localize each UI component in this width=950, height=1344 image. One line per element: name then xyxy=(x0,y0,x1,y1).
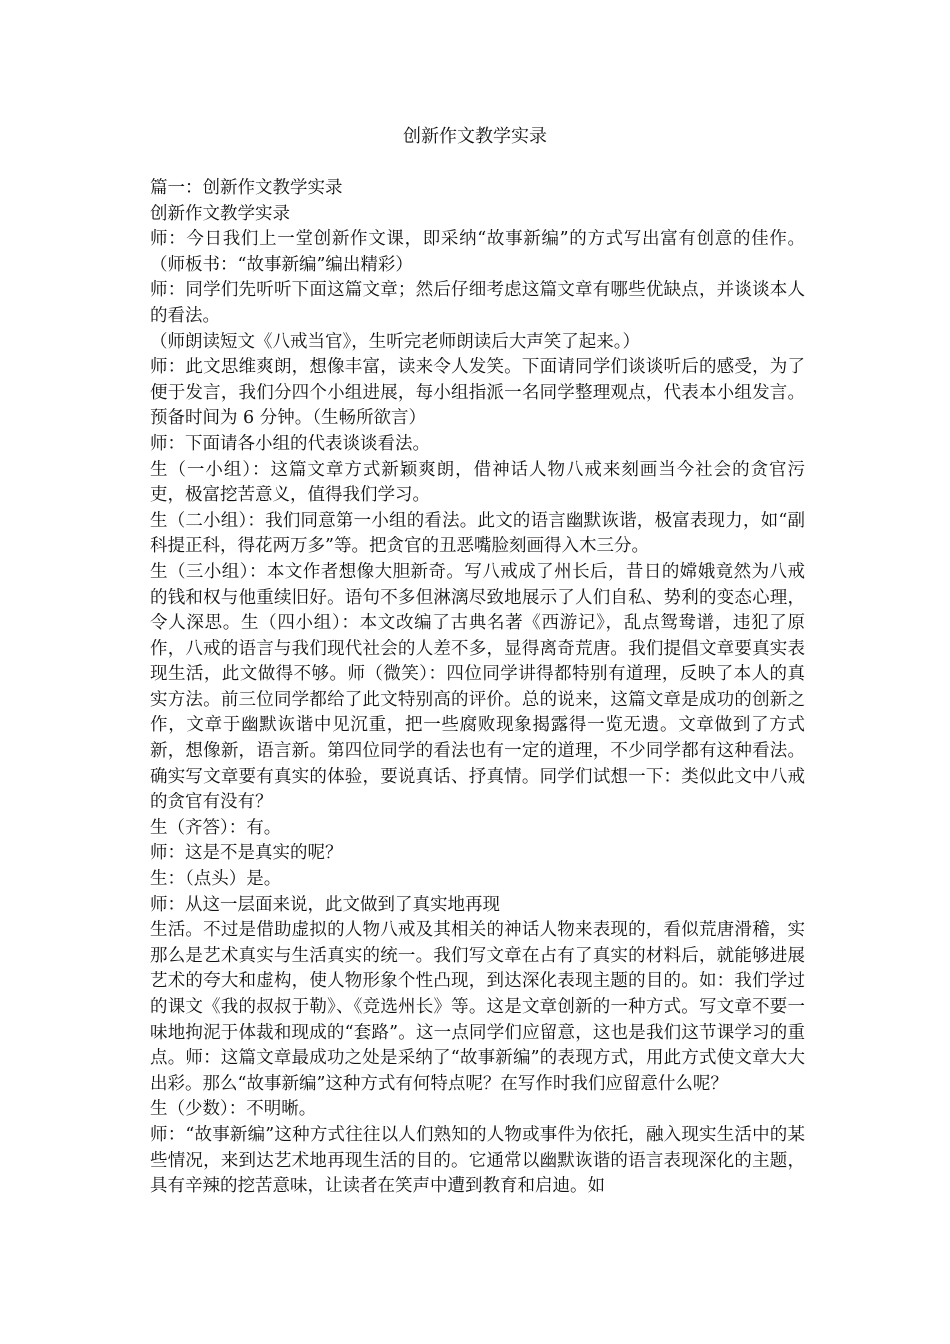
paragraph-life-discussion: 生活。不过是借助虚拟的人物八戒及其相关的神话人物来表现的，看似荒唐滑稽，实那么是艺术真实与生活真实的统一。我们写文章在占有了真实的材料后，就能够进展艺术的夸大和虚构，使人物形象个性凸现，到达深化表现主题的目的。如：我们学过的课文《我的叔叔于勒》、《竞选州长》等。这是文章创新的一种方式。写文章不要一味地拘泥于体裁和现成的“套路”。这一点同学们应留意，这也是我们这节课学习的重点。师：这篇文章最成功之处是采纳了“故事新编”的表现方式，用此方式使文章大大出彩。那么“故事新编”这种方式有何特点呢？在写作时我们应留意什么呢？ xyxy=(150,920,805,1094)
paragraph-group-three-four: 生（三小组）：本文作者想像大胆新奇。写八戒成了州长后，昔日的嫦娥竟然为八戒的钱和权与他重续旧好。语句不多但淋漓尽致地展示了人们自私、势利的变态心理，令人深思。生（四小组）：本文改编了古典名著《西游记》，乱点鸳鸯谱，违犯了原作，八戒的语言与我们现代社会的人差不多，显得离奇荒唐。我们提倡文章要真实表现生活，此文做得不够。师（微笑）：四位同学讲得都特别有道理，反映了本人的真实方法。前三位同学都给了此文特别高的评价。总的说来，这篇文章是成功的创新之作，文章于幽默诙谐中见沉重，把一些腐败现象揭露得一览无遗。文章做到了方式新，想像新，语言新。第四位同学的看法也有一定的道理，不少同学都有这种看法。确实写文章要有真实的体验，要说真话、抒真情。同学们试想一下：类似此文中八戒的贪官有没有？ xyxy=(150,561,805,813)
paragraph-teacher-prompt: 师：下面请各小组的代表谈谈看法。 xyxy=(150,433,430,454)
paragraph-student-nod: 生：（点头）是。 xyxy=(150,869,282,890)
paragraph-section-heading: 篇一：创新作文教学实录 xyxy=(150,178,343,198)
paragraph-chorus-answer: 生（齐答）：有。 xyxy=(150,817,282,838)
paragraph-stage-direction: （师朗读短文《八戒当官》，生听完老师朗读后大声笑了起来。） xyxy=(150,331,640,352)
paragraph-group-two: 生（二小组）：我们同意第一小组的看法。此文的语言幽默诙谐，极富表现力，如“副科提正科，得花两万多”等。把贪官的丑恶嘴脸刻画得入木三分。 xyxy=(150,510,805,557)
document-body xyxy=(150,176,805,1200)
paragraph-few-students: 生（少数）：不明晰。 xyxy=(150,1099,317,1120)
paragraph-group-one: 生（一小组）：这篇文章方式新颖爽朗，借神话人物八戒来刻画当今社会的贪官污吏，极富挖苦意义，值得我们学习。 xyxy=(150,459,805,506)
paragraph-teacher-instruction: 师：同学们先听听下面这篇文章；然后仔细考虑这篇文章有哪些优缺点，并谈谈本人的看法。 xyxy=(150,280,805,326)
paragraph-teacher-groups: 师：此文思维爽朗，想像丰富，读来令人发笑。下面请同学们谈谈听后的感受，为了便于发言，我们分四个小组进展，每小组指派一名同学整理观点，代表本小组发言。预备时间为 6 分钟。（生畅所欲言） xyxy=(150,357,805,429)
paragraph-teacher-intro: 师：今日我们上一堂创新作文课，即采纳“故事新编”的方式写出富有创意的佳作。（师板书：“故事新编”编出精彩） xyxy=(150,229,805,275)
paragraph-teacher-explanation: 师：“故事新编”这种方式往往以人们熟知的人物或事件为依托，融入现实生活中的某些情况，来到达艺术地再现生活的目的。它通常以幽默诙谐的语言表现深化的主题，具有辛辣的挖苦意味，让读者在笑声中遭到教育和启迪。如 xyxy=(150,1124,805,1197)
paragraph-subtitle: 创新作文教学实录 xyxy=(150,203,290,224)
document-title: 创新作文教学实录 xyxy=(403,126,547,147)
paragraph-teacher-reflection: 师：从这一层面来说，此文做到了真实地再现 xyxy=(150,894,500,915)
paragraph-teacher-question: 师：这是不是真实的呢？ xyxy=(150,843,343,864)
